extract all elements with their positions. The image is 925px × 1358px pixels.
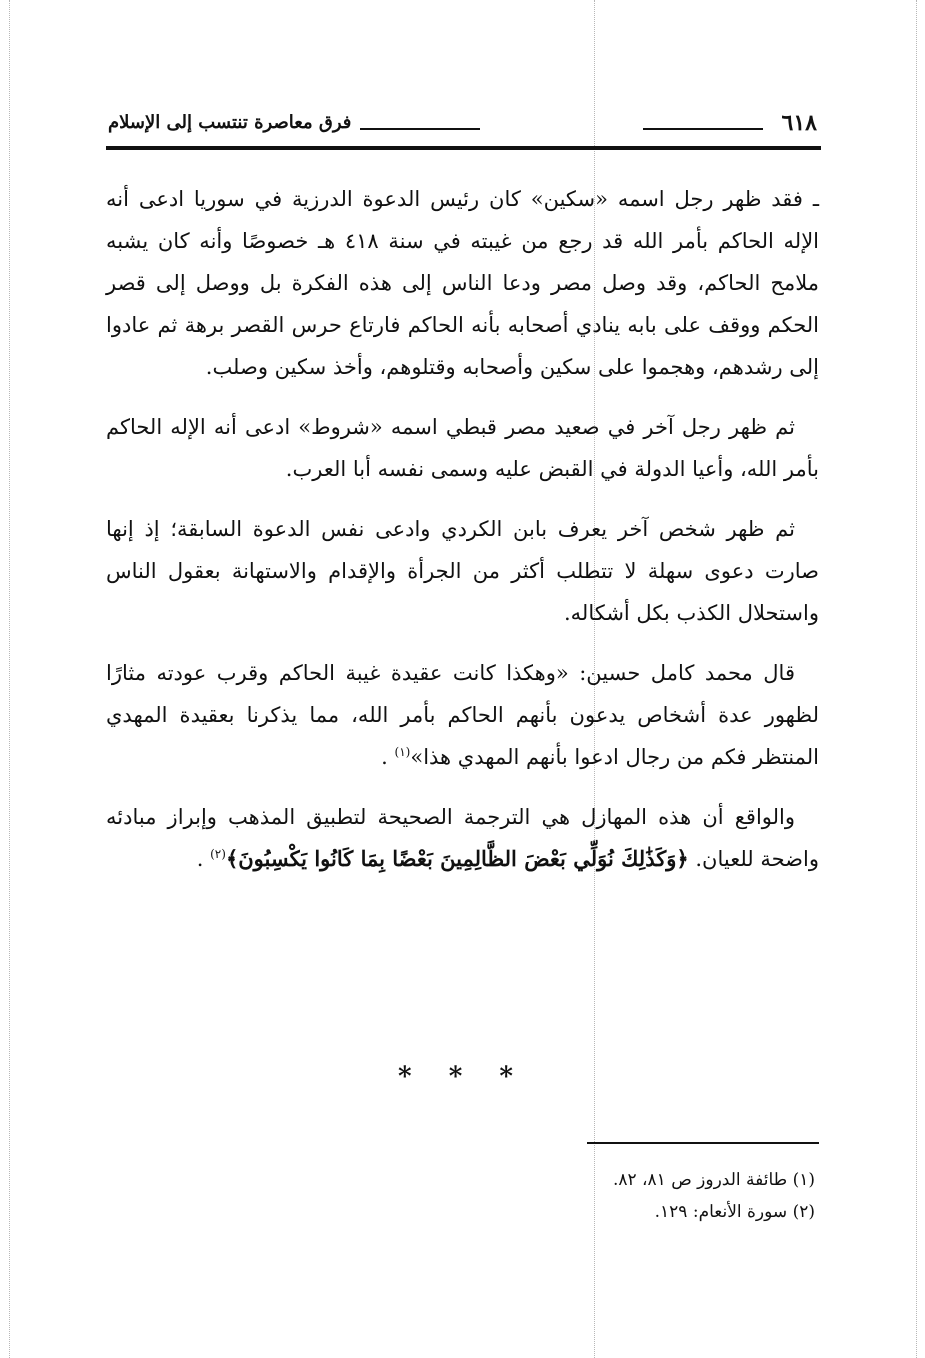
footnotes: [400, 1164, 815, 1228]
footnote: (١) طائفة الدروز ص ٨١، ٨٢.: [612, 1170, 815, 1190]
page-header: [108, 108, 817, 138]
footnote-marker: (١): [394, 745, 411, 759]
footnote-rule: [587, 1142, 819, 1144]
paragraph: [106, 652, 819, 778]
header-rule-segment: [643, 128, 763, 130]
running-title: فرق معاصرة تنتسب إلى الإسلام: [108, 112, 352, 133]
paragraph: [106, 796, 819, 880]
body-text: [106, 178, 819, 898]
footnote: (٢) سورة الأنعام: ١٢٩.: [654, 1202, 815, 1222]
scan-artifact-right: [916, 0, 917, 1358]
paragraph-end: .: [381, 745, 388, 769]
header-rule: [106, 146, 821, 150]
paragraph-text: والواقع أن هذه المهازل هي الترجمة الصحيحة لتطبيق المذهب وإبراز مبادئه واضحة للعيان.: [106, 805, 819, 871]
paragraph-end: .: [196, 847, 204, 871]
section-separator: * * *: [398, 1062, 527, 1092]
paragraph: ـ فقد ظهر رجل اسمه «سكين» كان رئيس الدعوة الدرزية في سوريا ادعى أنه الإله الحاكم بأمر الله قد رجع من غيبته في سنة ٤١٨ هـ خصوصًا وأنه كان يشبه ملامح الحاكم، وقد وصل مصر ودعا الناس إلى هذه الفكرة بل ووصل إلى قصر الحكم ووقف على بابه ينادي أصحابه بأنه الحاكم فارتاع حرس القصر برهة ثم عادوا إلى رشدهم، وهجموا على سكين وأصحابه وقتلوهم، وأخذ سكين وصلب.: [106, 187, 819, 379]
page-number: ٦١٨: [781, 110, 817, 136]
paragraph: ثم ظهر شخص آخر يعرف بابن الكردي وادعى نفس الدعوة السابقة؛ إذ إنها صارت دعوى سهلة لا تتطلب أكثر من الجرأة والإقدام والاستهانة بعقول الناس واستحلال الكذب بكل أشكاله.: [106, 517, 819, 625]
scan-artifact-left: [9, 0, 10, 1358]
footnote-marker: (٢): [210, 847, 226, 861]
paragraph-text: قال محمد كامل حسين: «وهكذا كانت عقيدة غيبة الحاكم وقرب عودته مثارًا لظهور عدة أشخاص يدعون بأنهم الحاكم بأمر الله، مما يذكرنا بعقيدة المهدي المنتظر فكم من رجال ادعوا بأنهم المهدي هذا»: [106, 661, 819, 769]
quran-verse: ﴿وَكَذَٰلِكَ نُوَلِّي بَعْضَ الظَّالِمِينَ بَعْضًا بِمَا كَانُوا يَكْسِبُونَ﴾: [225, 846, 689, 871]
header-rule-segment: [360, 128, 480, 130]
paragraph: ثم ظهر رجل آخر في صعيد مصر قبطي اسمه «شروط» ادعى أنه الإله الحاكم بأمر الله، وأعيا الدولة في القبض عليه وسمى نفسه أبا العرب.: [106, 415, 819, 481]
